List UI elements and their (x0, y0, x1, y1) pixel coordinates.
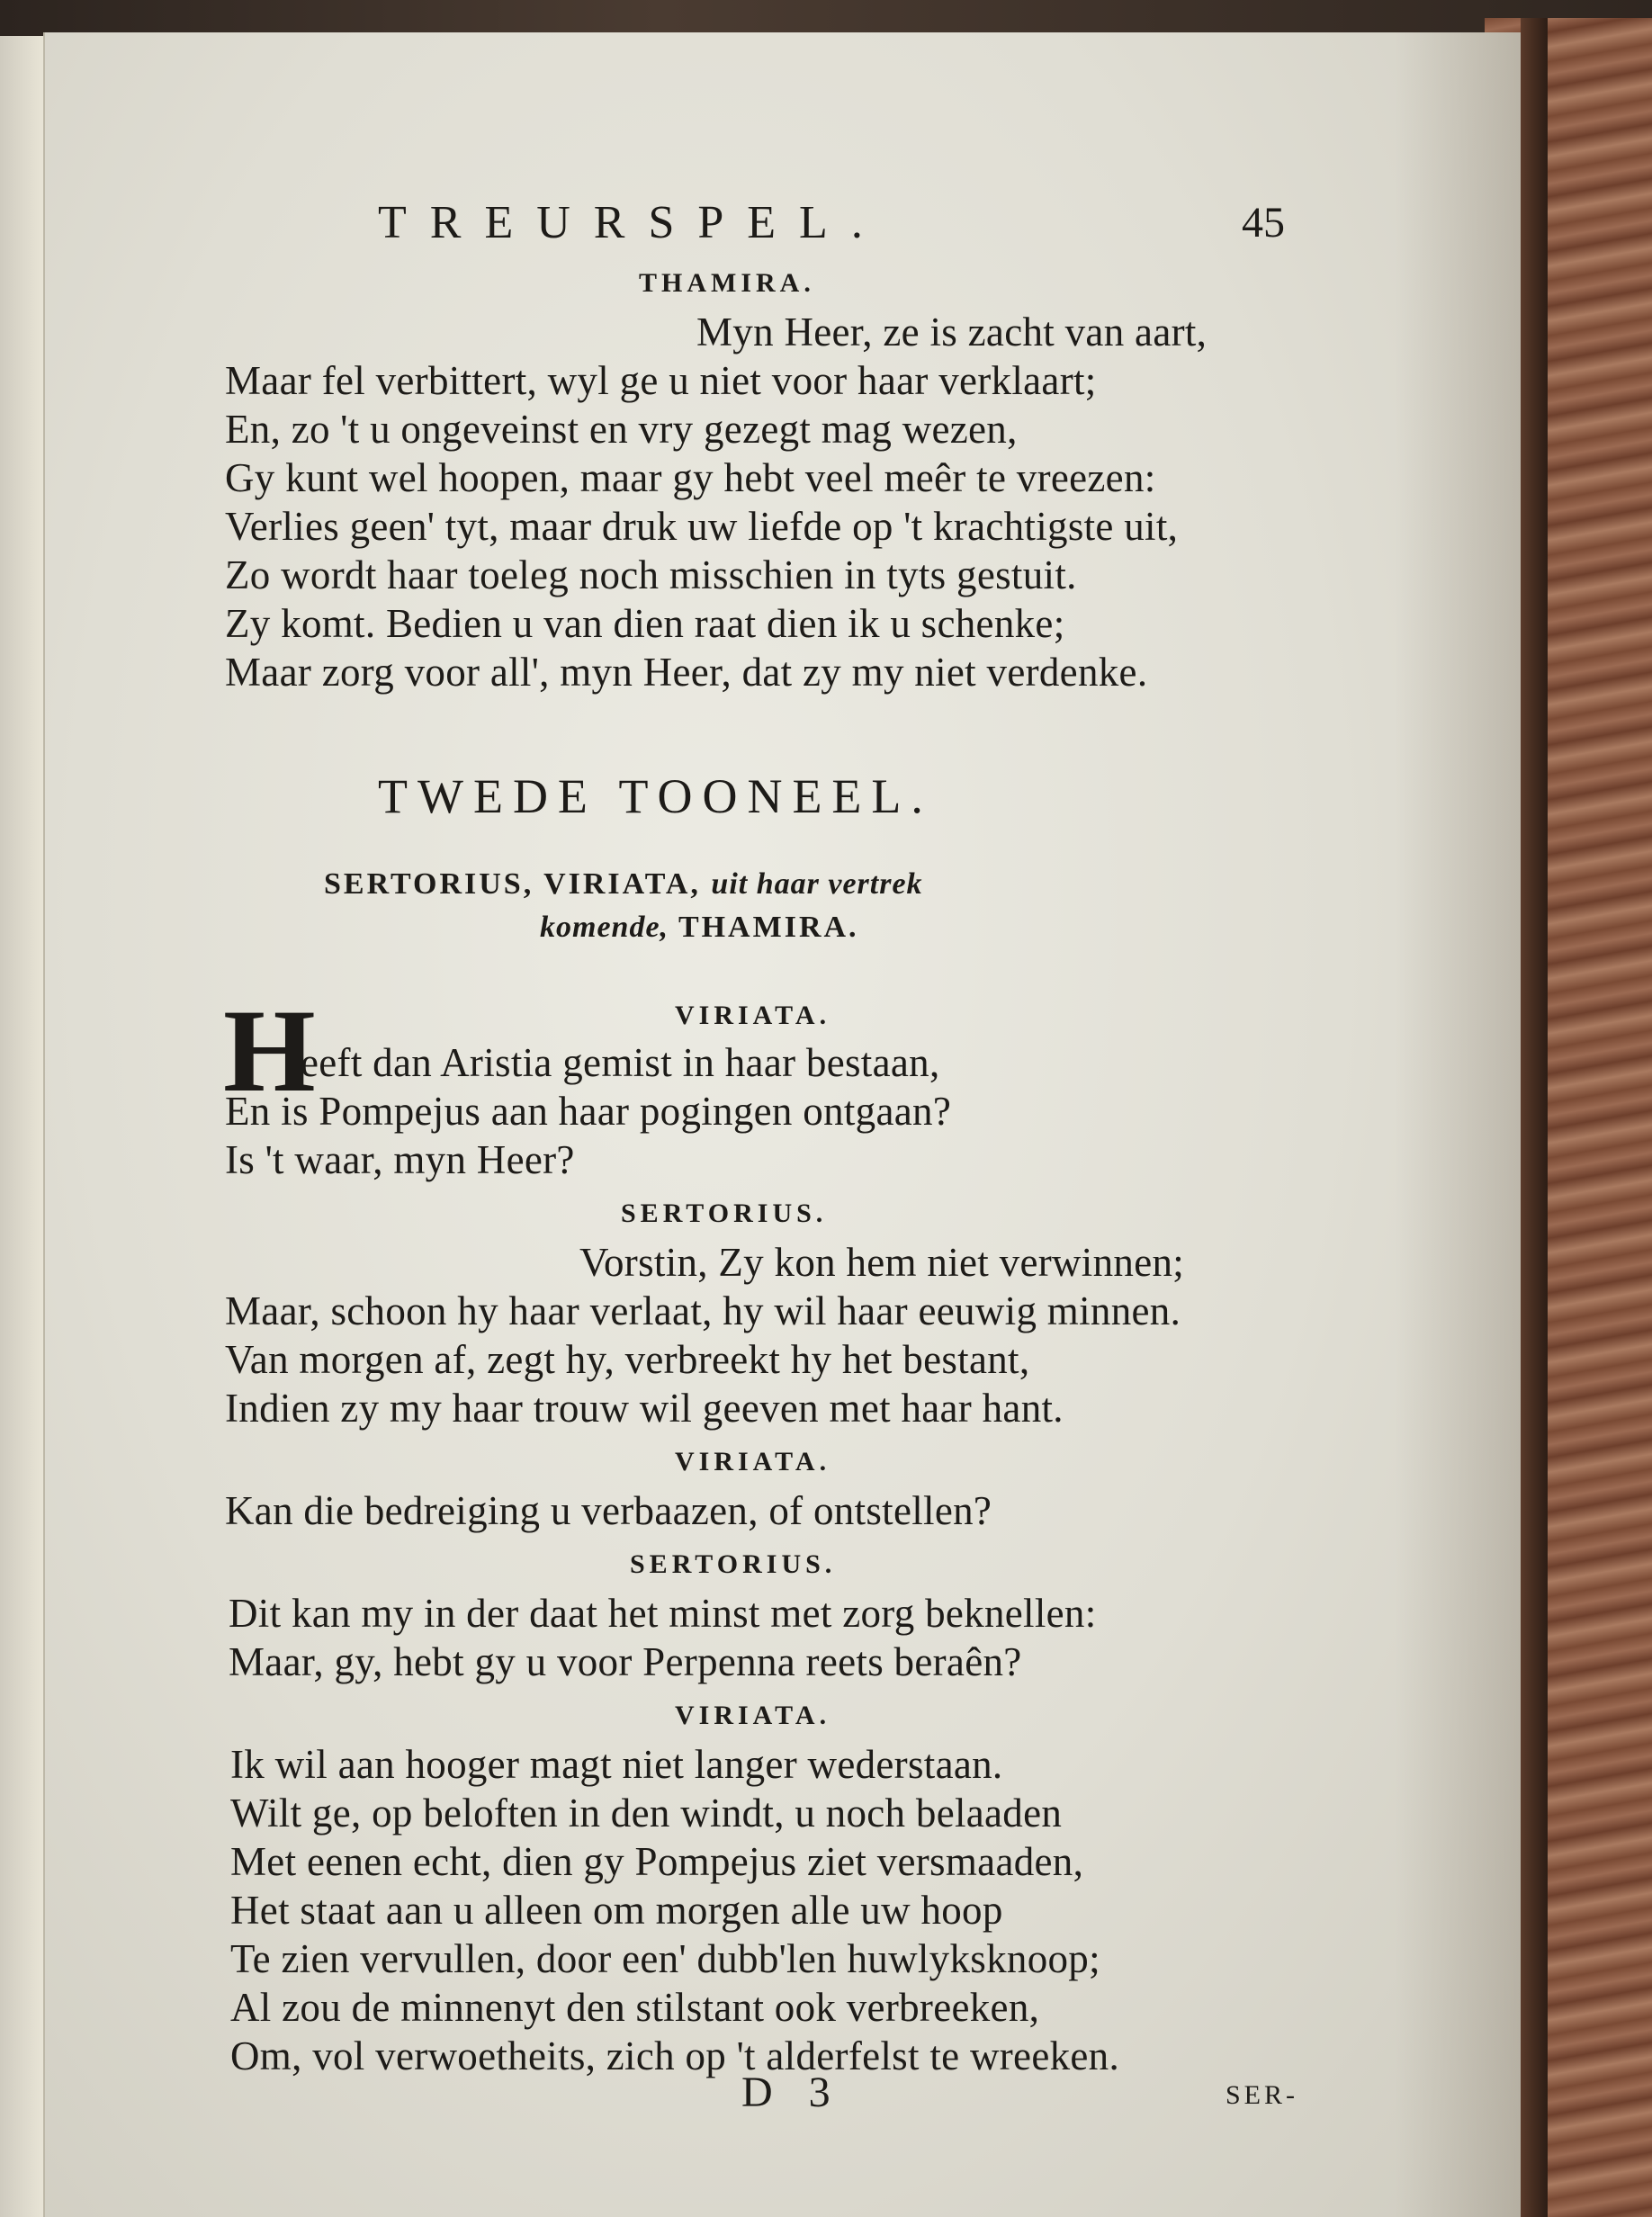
verse-line: Te zien vervullen, door een' dubb'len huwlyksknoop; (230, 1936, 1100, 1981)
speaker-heading: SERTORIUS. (621, 1198, 828, 1228)
verse-line: En, zo 't u ongeveinst en vry gezegt mag wezen, (225, 407, 1018, 452)
verse-line: Verlies geen' tyt, maar druk uw liefde op 't krachtigste uit, (225, 504, 1179, 549)
verse-line: Vorstin, Zy kon hem niet verwinnen; (579, 1240, 1185, 1285)
page-number: 45 (1242, 199, 1285, 247)
verse-line: Is 't waar, myn Heer? (225, 1137, 575, 1182)
verse-line: En is Pompejus aan haar pogingen ontgaan? (225, 1089, 952, 1134)
verse-line: Al zou de minnenyt den stilstant ook verbreeken, (230, 1985, 1040, 2030)
stage-direction: uit haar vertrek (711, 867, 923, 901)
cast-list-line-2 (540, 911, 859, 945)
verse-line: Het staat aan u alleen om morgen alle uw hoop (230, 1888, 1003, 1933)
verse-line: Zo wordt haar toeleg noch misschien in tyts gestuit. (225, 552, 1077, 597)
book-page (43, 32, 1521, 2217)
catchword: SER- (1226, 2080, 1299, 2110)
signature-mark: D 3 (741, 2069, 843, 2116)
cast-list-line-1 (324, 867, 923, 902)
drop-cap: H (223, 984, 316, 1117)
cast-names: THAMIRA. (678, 911, 859, 944)
verse-line: Gy kunt wel hoopen, maar gy hebt veel meêr te vreezen: (225, 455, 1156, 500)
previous-page-edge (0, 36, 43, 2217)
speaker-heading: SERTORIUS. (630, 1549, 837, 1579)
verse-line: eeft dan Aristia gemist in haar bestaan, (301, 1040, 940, 1085)
verse-line: Maar zorg voor all', myn Heer, dat zy my niet verdenke. (225, 650, 1148, 695)
verse-line: Ik wil aan hooger magt niet langer wederstaan. (230, 1742, 1003, 1787)
verse-line: Zy komt. Bedien u van dien raat dien ik u schenke; (225, 601, 1065, 646)
speaker-heading: VIRIATA. (675, 1447, 831, 1477)
verse-line: Om, vol verwoetheits, zich op 't alderfelst te wreeken. (230, 2033, 1120, 2078)
verse-line: Myn Heer, ze is zacht van aart, (696, 310, 1208, 355)
verse-line: Van morgen af, zegt hy, verbreekt hy het bestant, (225, 1337, 1030, 1382)
speaker-heading: THAMIRA. (639, 268, 815, 298)
verse-line: Maar, schoon hy haar verlaat, hy wil haar eeuwig minnen. (225, 1288, 1181, 1333)
speaker-heading: VIRIATA. (675, 1701, 831, 1730)
running-head: TREURSPEL. (378, 197, 886, 248)
verse-line: Wilt ge, op beloften in den windt, u noch belaaden (230, 1791, 1063, 1836)
verse-line: Indien zy my haar trouw wil geeven met haar hant. (225, 1386, 1064, 1431)
cast-names: SERTORIUS, VIRIATA, (324, 867, 701, 901)
scene-title: TWEDE TOONEEL. (378, 769, 933, 823)
verse-line: Dit kan my in der daat het minst met zorg beknellen: (229, 1591, 1097, 1636)
stage-direction: komende, (540, 911, 669, 944)
book-cover-edge (1521, 18, 1548, 2217)
verse-line: Maar fel verbittert, wyl ge u niet voor haar verklaart; (225, 358, 1097, 403)
verse-line: Kan die bedreiging u verbaazen, of ontstellen? (225, 1488, 992, 1533)
speaker-heading: VIRIATA. (675, 1001, 831, 1030)
page-text (45, 32, 1521, 2217)
verse-line: Met eenen echt, dien gy Pompejus ziet versmaaden, (230, 1839, 1084, 1884)
verse-line: Maar, gy, hebt gy u voor Perpenna reets beraên? (229, 1639, 1022, 1684)
